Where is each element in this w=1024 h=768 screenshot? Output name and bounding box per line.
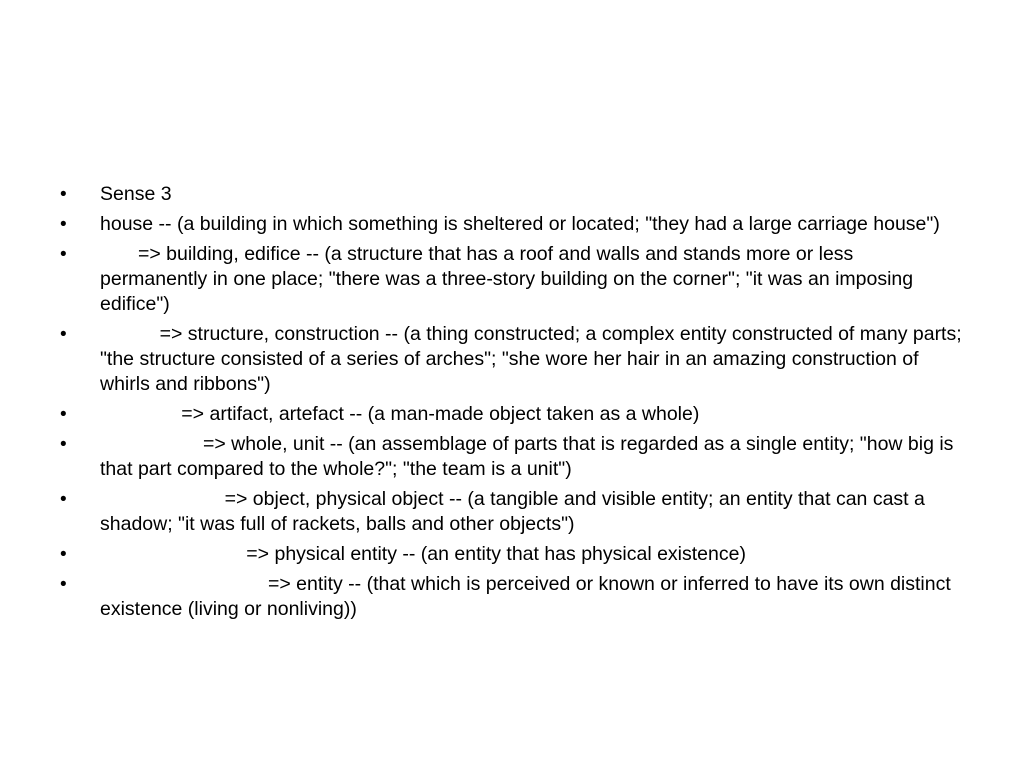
- bullet-icon: •: [60, 434, 67, 455]
- bullet-text: => object, physical object -- (a tangible and visible entity; an entity that can cast a shadow; "it was full of rackets, balls and other objects"): [100, 488, 931, 535]
- bullet-item-object: [60, 487, 965, 537]
- bullet-item-physical-entity: [60, 542, 965, 567]
- bullet-text: => structure, construction -- (a thing constructed; a complex entity constructed of many parts; "the structure consisted of a series of arches"; "she wore her hair in an amazing construction of whirls and ribbons"): [100, 323, 968, 395]
- bullet-text: => physical entity -- (an entity that has physical existence): [100, 543, 746, 565]
- bullet-item-artifact: [60, 402, 965, 427]
- bullet-icon: •: [60, 214, 67, 235]
- bullet-item-sense: [60, 182, 965, 207]
- bullet-text: => building, edifice -- (a structure that has a roof and walls and stands more or less permanently in one place; "there was a three-story building on the corner"; "it was an imposing edifice"): [100, 243, 919, 315]
- bullet-icon: •: [60, 324, 67, 345]
- bullet-item-whole: [60, 432, 965, 482]
- bullet-item-building: [60, 242, 965, 317]
- bullet-icon: •: [60, 544, 67, 565]
- bullet-text: Sense 3: [100, 183, 172, 205]
- bullet-list: [60, 182, 968, 627]
- bullet-icon: •: [60, 489, 67, 510]
- bullet-text: house -- (a building in which something is sheltered or located; "they had a large carriage house"): [100, 213, 940, 235]
- bullet-item-house: [60, 212, 965, 237]
- bullet-icon: •: [60, 184, 67, 205]
- bullet-icon: •: [60, 574, 67, 595]
- bullet-icon: •: [60, 244, 67, 265]
- bullet-item-structure: [60, 322, 968, 397]
- bullet-icon: •: [60, 404, 67, 425]
- bullet-text: => entity -- (that which is perceived or known or inferred to have its own distinct existence (living or nonliving)): [100, 573, 957, 620]
- bullet-item-entity: [60, 572, 965, 622]
- bullet-text: => whole, unit -- (an assemblage of parts that is regarded as a single entity; "how big is that part compared to the whole?"; "the team is a unit"): [100, 433, 959, 480]
- bullet-text: => artifact, artefact -- (a man-made object taken as a whole): [100, 403, 700, 425]
